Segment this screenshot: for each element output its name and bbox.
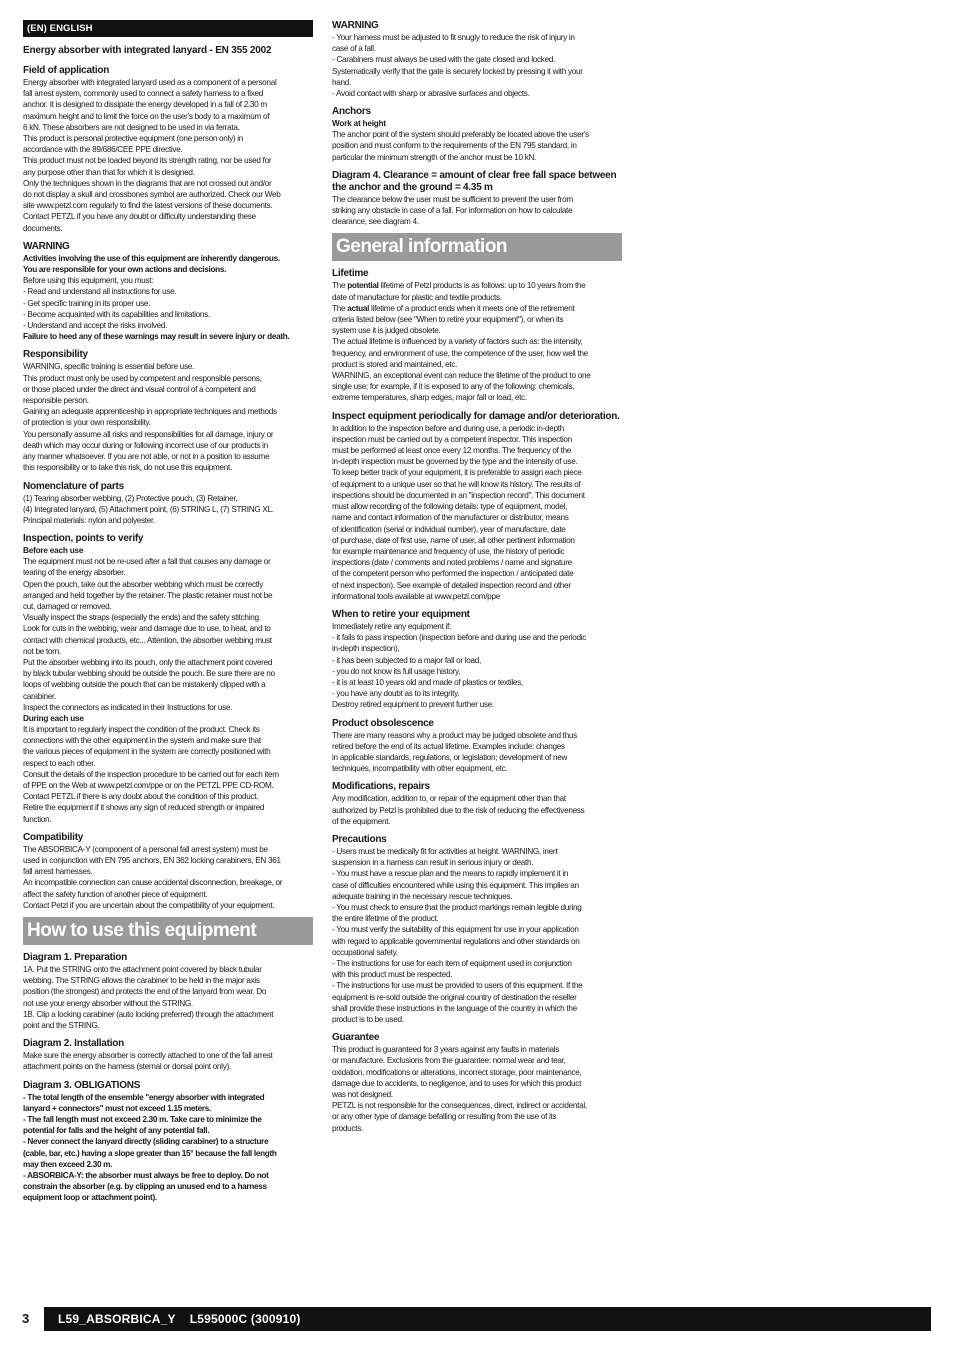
right-column (332, 20, 622, 1134)
periodic-inspection-text: In addition to the inspection before and during use, a periodic in-depth inspection must be carried out by a competent inspector. This inspection must be performed at least once every 12 months. The frequency of the in-depth inspection must be governed by the type and the intensity of use. To keep better track of your equipment, it is preferable to assign each piece of equipment to a unique user so that he will know its history. The results of inspections should be documented in an "inspection record". This document must allow recording of the following details: type of equipment, model, name and contact information of the manufacturer or distributor, means of identification (serial or individual number), year of manufacture, date of purchase, date of first use, name of user, all other pertinent information for example maintenance and frequency of use, the history of periodic inspections (date / comments and noted problems / name and signature of the competent person who performed the inspection / anticipated date of next inspection). See example of detailed inspection record and other informational tools available at www.petzl.com/ppe (332, 423, 585, 601)
modifications-heading: Modifications, repairs (332, 781, 430, 793)
actual-emphasis: actual (347, 303, 370, 313)
nomenclature-heading: Nomenclature of parts (23, 480, 124, 492)
anchors-text: The anchor point of the system should preferably be located above the user's position and must conform to the requirements of the EN 795 standard, in particular the minimum strength of the anchor must be 10 kN. (332, 130, 589, 162)
potential-emphasis: potential (347, 281, 379, 291)
diagram1-heading: Diagram 1. Preparation (23, 952, 127, 963)
obsolescence-text: There are many reasons why a product may be judged obsolete and thus retired before the end of its actual lifetime. Examples include: changes in applicable standards, regulations, or legislation; development of new techniques, incompatibility with other equipment, etc. (332, 730, 577, 774)
diagram2-text: Make sure the energy absorber is correctly attached to one of the fall arrest attachment points on the harness (sternal or dorsal point only). (23, 1051, 273, 1072)
anchors-subheading: Work at height (332, 119, 386, 129)
retire-heading: When to retire your equipment (332, 608, 470, 620)
footer-bar (44, 1307, 931, 1331)
guarantee-heading: Guarantee (332, 1032, 380, 1044)
inspection-before-subheading: Before each use (23, 546, 84, 556)
warning-bold-intro: Activities involving the use of this equipment are inherently dangerous. You are responsible for your own actions and decisions. (23, 253, 280, 275)
anchors-heading: Anchors (332, 106, 371, 118)
field-of-application-heading: Field of application (23, 65, 110, 76)
inspection-heading: Inspection, points to verify (23, 533, 144, 545)
field-of-application-text: Energy absorber with integrated lanyard used as a component of a personal fall arrest system, commonly used to connect a safety harness to a fixed anchor. It is designed to dissipate the energy developed in a fall of 2.30 m maximum height and to limit the force on the user's body to a maximum of 6 kN. These absorbers are not designed to be used in via ferrata. This product is personal protective equipment (one person only) in accordance with the 89/686/CEE PPE directive. This product must not be loaded beyond its strength rating, nor be used for any purpose other than that for which it is designed. Only the techniques shown in the diagrams that are not crossed out and/or do not display a skull and crossbones symbol are authorized. Check our Web site www.petzl.com regularly to find the latest versions of these documents. Contact PETZL if you have any doubt or difficulty understanding these documents. (23, 78, 281, 233)
diagram4-text: The clearance below the user must be sufficient to prevent the user from striking any obstacle in case of a fall. For information on how to calculate clearance, see diagram 4. (332, 194, 573, 227)
lifetime-heading: Lifetime (332, 268, 369, 280)
precautions-heading: Precautions (332, 833, 387, 845)
how-to-use-band: How to use this equipment (23, 917, 313, 945)
nomenclature-text: (1) Tearing absorber webbing, (2) Protective pouch, (3) Retainer, (4) Integrated lanyard, (5) Attachment point, (6) STRING L, (7) STRING XL. Principal materials: nylon and polyester. (23, 493, 274, 525)
page-number: 3 (22, 1311, 30, 1326)
periodic-inspection-heading: Inspect equipment periodically for damage and/or deterioration. (332, 410, 620, 422)
right-warning-heading: WARNING (332, 20, 379, 31)
inspection-before-text: The equipment must not be re-used after a fall that causes any damage or tearing of the energy absorber. Open the pouch, take out the absorber webbing which must be correctly arranged and held together by the retainer. The plastic retainer must not be cut, damaged or removed. Visually inspect the straps (especially the ends) and the safety stitching. Look for cuts in the webbing, wear and damage due to use, to heat, and to contact with chemical products, etc... Attention, the absorber webbing must not be torn. Put the absorber webbing into its pouch, only the attachment point covered by black tubular webbing should be outside the pouch. Be sure there are no loops of webbing outside the pouch that can be mistakenly clipped with a carabiner. Inspect the connectors as indicated in their Instructions for use. (23, 557, 275, 712)
inspection-during-text: It is important to regularly inspect the condition of the product. Check its connections with the other equipment in the system and make sure that the various pieces of equipment in the system are correctly positioned with respect to each other. Consult the details of the inspection procedure to be carried out for each item of PPE on the Web at www.petzl.com/ppe or on the PETZL PPE CD-ROM. Contact PETZL if there is any doubt about the condition of this product. Retire the equipment if it shows any sign of reduced strength or impaired function. (23, 724, 279, 824)
general-information-band: General information (332, 233, 622, 261)
diagram1-text: 1A. Put the STRING onto the attachment point covered by black tubular webbing. The STRING allows the carabiner to be held in the major axis position (the strongest) and protects the end of the lanyard from wear. Do not use your energy absorber without the STRING. 1B. Clip a locking carabiner (auto locking preferred) through the attachment point and the STRING. (23, 965, 274, 1031)
responsibility-text: WARNING, specific training is essential before use. This product must only be used by competent and responsible persons, or those placed under the direct and visual control of a competent and responsible person. Gaining an adequate apprenticeship in appropriate techniques and methods of protection is your own responsibility. You personally assume all risks and responsibilities for all damage, injury or death which may occur during or following incorrect use of our products in any manner whatsoever. If you are not able, or not in a position to assume this responsibility or to take this risk, do not use this equipment. (23, 362, 277, 473)
modifications-text: Any modification, addition to, or repair of the equipment other than that authorized by Petzl is prohibited due to the risk of reducing the effectiveness of the equipment. (332, 794, 585, 826)
inspection-during-subheading: During each use (23, 713, 84, 723)
compatibility-heading: Compatibility (23, 831, 84, 843)
responsibility-heading: Responsibility (23, 349, 88, 361)
footer-doc-code: L59_ABSORBICA_Y (58, 1312, 176, 1326)
compatibility-text: The ABSORBICA-Y (component of a personal fall arrest system) must be used in conjunction with EN 795 anchors, EN 362 locking carabiners, EN 361 fall arrest harnesses. An incompatible connection can cause accidental disconnection, breakage, or affect the safety function of another piece of equipment. Contact Petzl if you are uncertain about the compatibility of your equipment. (23, 844, 283, 910)
right-warning-text: - Your harness must be adjusted to fit snugly to reduce the risk of injury in case of a fall. - Carabiners must always be used with the gate closed and locked. Systematically verify that the gate is securely locked by pressing it with your hand. - Avoid contact with sharp or abrasive surfaces and objects. (332, 33, 583, 99)
lifetime-actual-text: The actual lifetime of a product ends when it meets one of the retirement criteria listed below (see "When to retire your equipment"), or when its system use it is judged obsolete. (332, 303, 575, 336)
diagram3-heading: Diagram 3. OBLIGATIONS (23, 1079, 141, 1091)
diagram3-text: - The total length of the ensemble "energy absorber with integrated lanyard + connectors" must not exceed 1.15 meters. - The fall length must not exceed 2.30 m. Take care to minimize the potential for falls and the height of any potential fall. - Never connect the lanyard directly (sliding carabiner) to a structure (cable, bar, etc.) having a slope greater than 15° because the fall length may then exceed 2.30 m. - ABSORBICA-Y: the absorber must always be free to deploy. Do not constrain the absorber (e.g. by clipping an unused end to a harness equipment loop or attachment point). (23, 1092, 277, 1203)
warning-bold-outro: Failure to heed any of these warnings may result in severe injury or death. (23, 332, 290, 342)
diagram4-heading: Diagram 4. Clearance = amount of clear free fall space between the anchor and the ground = 4.35 m (332, 169, 617, 193)
lifetime-potential-text: The potential lifetime of Petzl products is as follows: up to 10 years from the date of manufacture for plastic and textile products. (332, 281, 586, 302)
left-column (23, 20, 313, 1204)
retire-text: Immediately retire any equipment if: - it fails to pass inspection (inspection before and during use and the periodic in-depth inspection), - it has been subjected to a major fall or load, - you do not know its full usage history, - it is at least 10 years old and made of plastics or textiles, - you have any doubt as to its integrity. Destroy retired equipment to prevent further use. (332, 621, 587, 710)
warning-text: Before using this equipment, you must: - Read and understand all instructions for use. - Get specific training in its proper use. - Become acquainted with its capabilities and limitations. - Understand and accept the risks involved. (23, 276, 210, 331)
obsolescence-heading: Product obsolescence (332, 717, 434, 729)
footer-ref-code: L595000C (300910) (189, 1312, 301, 1326)
guarantee-text: This product is guaranteed for 3 years against any faults in materials or manufacture. Exclusions from the guarantee: normal wear and tear, oxidation, modifications or alterations, incorrect storage, poor maintenance, damage due to accidents, to negligence, and to uses for which this product was not designed. PETZL is not responsible for the consequences, direct, indirect or accidental, or any other type of damage befalling or resulting from the use of its products. (332, 1045, 587, 1133)
document-title: Energy absorber with integrated lanyard - EN 355 2002 (23, 45, 272, 56)
warning-heading: WARNING (23, 240, 70, 252)
language-label: (EN) ENGLISH (23, 20, 313, 37)
precautions-text: - Users must be medically fit for activities at height. WARNING, inert suspension in a harness can result in serious injury or death. - You must have a rescue plan and the means to rapidly implement it in case of difficulties encountered while using this equipment. This implies an adequate training in the necessary rescue techniques. - You must check to ensure that the product markings remain legible during the entire lifetime of the product. - You must verify the suitability of this equipment for use in your application with regard to applicable governmental regulations and other standards on occupational safety. - The instructions for use for each item of equipment used in conjunction with this product must be respected. - The instructions for use must be provided to users of this equipment. If the equipment is re-sold outside the original country of destination the reseller shall provide these instructions in the language of the country in which the product is to be used. (332, 846, 583, 1025)
lifetime-text: The actual lifetime is influenced by a variety of factors such as: the intensity, frequency, and environment of use, the competence of the user, how well the product is stored and maintained, etc. WARNING, an exceptional event can reduce the lifetime of the product to one single use; for example, if it is exposed to any of the following: chemicals, extreme temperatures, sharp edges, major fall or load, etc. (332, 337, 591, 403)
diagram2-heading: Diagram 2. Installation (23, 1038, 124, 1050)
